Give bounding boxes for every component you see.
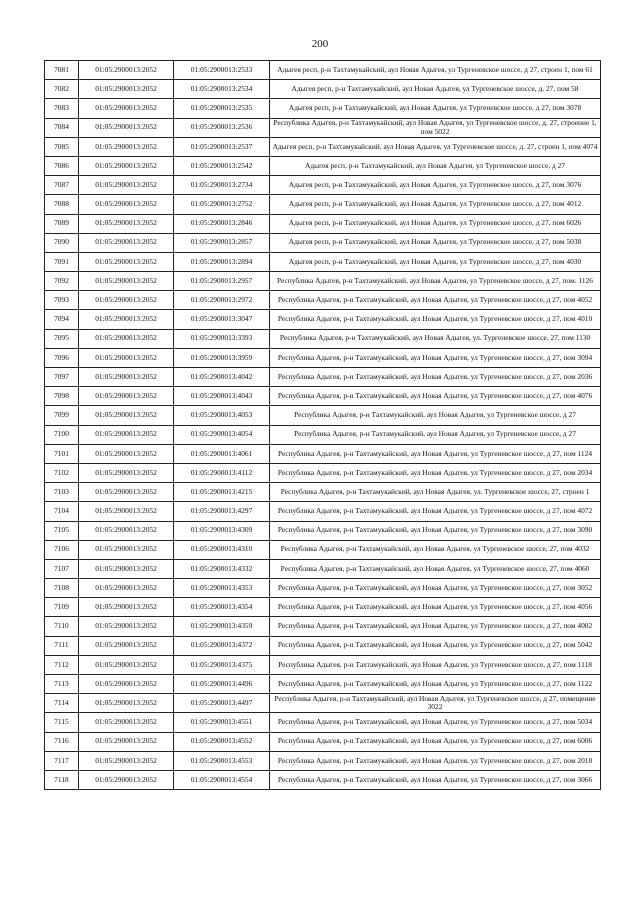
row-number-cell: 7099 bbox=[45, 406, 79, 425]
address-cell: Республика Адыгея, р-н Тахтамукайский, аул Новая Адыгея, ул Тургеневское шоссе, 27, пом 4060 bbox=[270, 559, 601, 578]
row-number-cell: 7098 bbox=[45, 387, 79, 406]
cadastral-number-cell: 01:05:2900013:2537 bbox=[174, 137, 270, 156]
row-number-cell: 7106 bbox=[45, 540, 79, 559]
parent-cadastral-number-cell: 01:05:2900013:2052 bbox=[79, 387, 174, 406]
parent-cadastral-number-cell: 01:05:2900013:2052 bbox=[79, 559, 174, 578]
address-cell: Республика Адыгея, р-н Тахтамукайский, аул Новая Адыгея, ул Тургеневское шоссе, д 27, пом 4052 bbox=[270, 291, 601, 310]
address-cell: Республика Адыгея, р-н Тахтамукайский, аул Новая Адыгея, ул Тургеневское шоссе, д 27, пом 2034 bbox=[270, 463, 601, 482]
table-row bbox=[45, 636, 601, 655]
table-row bbox=[45, 694, 601, 713]
cadastral-number-cell: 01:05:2900013:4554 bbox=[174, 770, 270, 789]
cadastral-number-cell: 01:05:2900013:4042 bbox=[174, 368, 270, 387]
row-number-cell: 7104 bbox=[45, 502, 79, 521]
cadastral-number-cell: 01:05:2900013:2542 bbox=[174, 156, 270, 175]
parent-cadastral-number-cell: 01:05:2900013:2052 bbox=[79, 310, 174, 329]
cadastral-number-cell: 01:05:2900013:2857 bbox=[174, 233, 270, 252]
row-number-cell: 7114 bbox=[45, 694, 79, 713]
cadastral-number-cell: 01:05:2900013:4553 bbox=[174, 751, 270, 770]
address-cell: Республика Адыгея, р-н Тахтамукайский, аул Новая Адыгея, ул Тургеневское шоссе, д 27, пом 3090 bbox=[270, 521, 601, 540]
row-number-cell: 7083 bbox=[45, 99, 79, 118]
cadastral-number-cell: 01:05:2900013:4061 bbox=[174, 444, 270, 463]
address-cell: Адыгея респ, р-н Тахтамукайский, аул Новая Адыгея, ул Тургеневское шоссе, д 27, пом 4030 bbox=[270, 252, 601, 271]
table-row bbox=[45, 310, 601, 329]
address-cell: Республика Адыгея, р-н Тахтамукайский, аул Новая Адыгея, ул Тургеневское шоссе, д 27, пом. 1126 bbox=[270, 272, 601, 291]
cadastral-number-cell: 01:05:2900013:3959 bbox=[174, 348, 270, 367]
table-row bbox=[45, 291, 601, 310]
table-row bbox=[45, 176, 601, 195]
table-row bbox=[45, 329, 601, 348]
parent-cadastral-number-cell: 01:05:2900013:2052 bbox=[79, 348, 174, 367]
cadastral-number-cell: 01:05:2900013:4043 bbox=[174, 387, 270, 406]
address-cell: Республика Адыгея, р-н Тахтамукайский, аул Новая Адыгея, ул Тургеневское шоссе, д 27 bbox=[270, 425, 601, 444]
address-cell: Республика Адыгея, р-н Тахтамукайский, аул Новая Адыгея, ул Тургеневское шоссе, д 27, пом 4010 bbox=[270, 310, 601, 329]
parent-cadastral-number-cell: 01:05:2900013:2052 bbox=[79, 252, 174, 271]
table-row bbox=[45, 617, 601, 636]
cadastral-number-cell: 01:05:2900013:4054 bbox=[174, 425, 270, 444]
table-row bbox=[45, 502, 601, 521]
table-row bbox=[45, 233, 601, 252]
address-cell: Адыгея респ, р-н Тахтамукайский, аул Новая Адыгея, ул Тургеневское шоссе, д. 27, строен 1, пом 4074 bbox=[270, 137, 601, 156]
row-number-cell: 7088 bbox=[45, 195, 79, 214]
parent-cadastral-number-cell: 01:05:2900013:2052 bbox=[79, 156, 174, 175]
table-row bbox=[45, 675, 601, 694]
parent-cadastral-number-cell: 01:05:2900013:2052 bbox=[79, 444, 174, 463]
parent-cadastral-number-cell: 01:05:2900013:2052 bbox=[79, 694, 174, 713]
parent-cadastral-number-cell: 01:05:2900013:2052 bbox=[79, 80, 174, 99]
address-cell: Республика Адыгея, р-н Тахтамукайский, аул Новая Адыгея, ул Тургеневское шоссе, д 27, пом 5034 bbox=[270, 713, 601, 732]
row-number-cell: 7100 bbox=[45, 425, 79, 444]
table-row bbox=[45, 195, 601, 214]
cadastral-number-cell: 01:05:2900013:4375 bbox=[174, 655, 270, 674]
registry-table bbox=[44, 60, 601, 790]
address-cell: Адыгея респ, р-н Тахтамукайский, аул Новая Адыгея, ул Тургеневское шоссе, д 27 bbox=[270, 156, 601, 175]
cadastral-number-cell: 01:05:2900013:4297 bbox=[174, 502, 270, 521]
table-row bbox=[45, 272, 601, 291]
address-cell: Республика Адыгея, р-н Тахтамукайский, аул Новая Адыгея, ул. Тургеневское шоссе, 27, пом 1130 bbox=[270, 329, 601, 348]
row-number-cell: 7091 bbox=[45, 252, 79, 271]
address-cell: Адыгея респ, р-н Тахтамукайский, аул Новая Адыгея, ул Тургеневское шоссе, д 27, пом 6026 bbox=[270, 214, 601, 233]
row-number-cell: 7092 bbox=[45, 272, 79, 291]
table-row bbox=[45, 483, 601, 502]
parent-cadastral-number-cell: 01:05:2900013:2052 bbox=[79, 329, 174, 348]
table-row bbox=[45, 348, 601, 367]
cadastral-number-cell: 01:05:2900013:2535 bbox=[174, 99, 270, 118]
row-number-cell: 7096 bbox=[45, 348, 79, 367]
row-number-cell: 7108 bbox=[45, 579, 79, 598]
row-number-cell: 7082 bbox=[45, 80, 79, 99]
cadastral-number-cell: 01:05:2900013:3047 bbox=[174, 310, 270, 329]
cadastral-number-cell: 01:05:2900013:4552 bbox=[174, 732, 270, 751]
parent-cadastral-number-cell: 01:05:2900013:2052 bbox=[79, 99, 174, 118]
parent-cadastral-number-cell: 01:05:2900013:2052 bbox=[79, 540, 174, 559]
cadastral-number-cell: 01:05:2900013:4332 bbox=[174, 559, 270, 578]
table-row bbox=[45, 732, 601, 751]
address-cell: Республика Адыгея, р-н Тахтамукайский, аул Новая Адыгея, ул Тургеневское шоссе, д 27, пом 1124 bbox=[270, 444, 601, 463]
row-number-cell: 7111 bbox=[45, 636, 79, 655]
cadastral-number-cell: 01:05:2900013:4053 bbox=[174, 406, 270, 425]
parent-cadastral-number-cell: 01:05:2900013:2052 bbox=[79, 579, 174, 598]
row-number-cell: 7094 bbox=[45, 310, 79, 329]
row-number-cell: 7090 bbox=[45, 233, 79, 252]
parent-cadastral-number-cell: 01:05:2900013:2052 bbox=[79, 61, 174, 80]
row-number-cell: 7110 bbox=[45, 617, 79, 636]
address-cell: Адыгея респ, р-н Тахтамукайский, аул Новая Адыгея, ул Тургеневское шоссе, д 27, пом 5038 bbox=[270, 233, 601, 252]
table-row bbox=[45, 463, 601, 482]
table-row bbox=[45, 540, 601, 559]
table-row bbox=[45, 137, 601, 156]
parent-cadastral-number-cell: 01:05:2900013:2052 bbox=[79, 751, 174, 770]
table-row bbox=[45, 80, 601, 99]
cadastral-number-cell: 01:05:2900013:2752 bbox=[174, 195, 270, 214]
cadastral-number-cell: 01:05:2900013:4372 bbox=[174, 636, 270, 655]
address-cell: Республика Адыгея, р-н Тахтамукайский, аул Новая Адыгея, ул Тургеневское шоссе, д 27, помещение 3022 bbox=[270, 694, 601, 713]
address-cell: Республика Адыгея, р-н Тахтамукайский, аул Новая Адыгея, ул Тургеневское шоссе, д 27, пом 2018 bbox=[270, 751, 601, 770]
cadastral-number-cell: 01:05:2900013:4354 bbox=[174, 598, 270, 617]
parent-cadastral-number-cell: 01:05:2900013:2052 bbox=[79, 770, 174, 789]
row-number-cell: 7089 bbox=[45, 214, 79, 233]
parent-cadastral-number-cell: 01:05:2900013:2052 bbox=[79, 214, 174, 233]
parent-cadastral-number-cell: 01:05:2900013:2052 bbox=[79, 195, 174, 214]
table-row bbox=[45, 444, 601, 463]
parent-cadastral-number-cell: 01:05:2900013:2052 bbox=[79, 636, 174, 655]
parent-cadastral-number-cell: 01:05:2900013:2052 bbox=[79, 598, 174, 617]
parent-cadastral-number-cell: 01:05:2900013:2052 bbox=[79, 617, 174, 636]
address-cell: Адыгея респ, р-н Тахтамукайский, аул Новая Адыгея, ул Тургеневское шоссе, д 27, пом 3078 bbox=[270, 99, 601, 118]
address-cell: Республика Адыгея, р-н Тахтамукайский, аул Новая Адыгея, ул Тургеневское шоссе, д 27, пом 3066 bbox=[270, 770, 601, 789]
cadastral-number-cell: 01:05:2900013:4359 bbox=[174, 617, 270, 636]
parent-cadastral-number-cell: 01:05:2900013:2052 bbox=[79, 502, 174, 521]
row-number-cell: 7116 bbox=[45, 732, 79, 751]
row-number-cell: 7118 bbox=[45, 770, 79, 789]
cadastral-number-cell: 01:05:2900013:3393 bbox=[174, 329, 270, 348]
cadastral-number-cell: 01:05:2900013:4496 bbox=[174, 675, 270, 694]
row-number-cell: 7093 bbox=[45, 291, 79, 310]
address-cell: Адыгея респ, р-н Тахтамукайский, аул Новая Адыгея, ул Тургеневское шоссе, д 27, пом 4012 bbox=[270, 195, 601, 214]
table-row bbox=[45, 61, 601, 80]
row-number-cell: 7113 bbox=[45, 675, 79, 694]
row-number-cell: 7107 bbox=[45, 559, 79, 578]
parent-cadastral-number-cell: 01:05:2900013:2052 bbox=[79, 406, 174, 425]
row-number-cell: 7117 bbox=[45, 751, 79, 770]
table-row bbox=[45, 118, 601, 137]
address-cell: Республика Адыгея, р-н Тахтамукайский, аул Новая Адыгея, ул Тургеневское шоссе, д 27 bbox=[270, 406, 601, 425]
address-cell: Республика Адыгея, р-н Тахтамукайский, аул Новая Адыгея, ул Тургеневское шоссе, д 27, пом 4002 bbox=[270, 617, 601, 636]
address-cell: Республика Адыгея, р-н Тахтамукайский, аул Новая Адыгея, ул. Тургеневское шоссе, 27, строен 1 bbox=[270, 483, 601, 502]
parent-cadastral-number-cell: 01:05:2900013:2052 bbox=[79, 368, 174, 387]
cadastral-number-cell: 01:05:2900013:4353 bbox=[174, 579, 270, 598]
cadastral-number-cell: 01:05:2900013:2957 bbox=[174, 272, 270, 291]
cadastral-number-cell: 01:05:2900013:2533 bbox=[174, 61, 270, 80]
address-cell: Адыгея респ, р-н Тахтамукайский, аул Новая Адыгея, ул Тургеневское шоссе, д 27, строен 1, пом 61 bbox=[270, 61, 601, 80]
address-cell: Адыгея респ, р-н Тахтамукайский, аул Новая Адыгея, ул Тургеневское шоссе, д 27, пом 3076 bbox=[270, 176, 601, 195]
row-number-cell: 7087 bbox=[45, 176, 79, 195]
cadastral-number-cell: 01:05:2900013:4551 bbox=[174, 713, 270, 732]
table-row bbox=[45, 99, 601, 118]
parent-cadastral-number-cell: 01:05:2900013:2052 bbox=[79, 483, 174, 502]
parent-cadastral-number-cell: 01:05:2900013:2052 bbox=[79, 463, 174, 482]
address-cell: Республика Адыгея, р-н Тахтамукайский, аул Новая Адыгея, ул Тургеневское шоссе, д 27, пом 4076 bbox=[270, 387, 601, 406]
cadastral-number-cell: 01:05:2900013:2972 bbox=[174, 291, 270, 310]
parent-cadastral-number-cell: 01:05:2900013:2052 bbox=[79, 425, 174, 444]
address-cell: Республика Адыгея, р-н Тахтамукайский, аул Новая Адыгея, ул Тургеневское шоссе, д 27, пом 6006 bbox=[270, 732, 601, 751]
table-row bbox=[45, 521, 601, 540]
parent-cadastral-number-cell: 01:05:2900013:2052 bbox=[79, 675, 174, 694]
page-number: 200 bbox=[311, 38, 329, 50]
row-number-cell: 7084 bbox=[45, 118, 79, 137]
table-row bbox=[45, 770, 601, 789]
parent-cadastral-number-cell: 01:05:2900013:2052 bbox=[79, 137, 174, 156]
table-row bbox=[45, 598, 601, 617]
table-row bbox=[45, 214, 601, 233]
table-row bbox=[45, 425, 601, 444]
table-row bbox=[45, 387, 601, 406]
table-row bbox=[45, 406, 601, 425]
cadastral-number-cell: 01:05:2900013:2734 bbox=[174, 176, 270, 195]
cadastral-number-cell: 01:05:2900013:4309 bbox=[174, 521, 270, 540]
parent-cadastral-number-cell: 01:05:2900013:2052 bbox=[79, 655, 174, 674]
registry-table-body bbox=[45, 61, 601, 790]
parent-cadastral-number-cell: 01:05:2900013:2052 bbox=[79, 732, 174, 751]
table-row bbox=[45, 655, 601, 674]
address-cell: Республика Адыгея, р-н Тахтамукайский, аул Новая Адыгея, ул Тургеневское шоссе, д 27, пом 4072 bbox=[270, 502, 601, 521]
parent-cadastral-number-cell: 01:05:2900013:2052 bbox=[79, 272, 174, 291]
address-cell: Республика Адыгея, р-н Тахтамукайский, аул Новая Адыгея, ул Тургеневское шоссе, д 27, пом 5042 bbox=[270, 636, 601, 655]
parent-cadastral-number-cell: 01:05:2900013:2052 bbox=[79, 521, 174, 540]
table-row bbox=[45, 368, 601, 387]
table-row bbox=[45, 579, 601, 598]
address-cell: Республика Адыгея, р-н Тахтамукайский, аул Новая Адыгея, ул Тургеневское шоссе, д 27, пом 4056 bbox=[270, 598, 601, 617]
row-number-cell: 7115 bbox=[45, 713, 79, 732]
address-cell: Республика Адыгея, р-н Тахтамукайский, аул Новая Адыгея, ул Тургеневское шоссе, д 27, пом 1122 bbox=[270, 675, 601, 694]
cadastral-number-cell: 01:05:2900013:2846 bbox=[174, 214, 270, 233]
address-cell: Республика Адыгея, р-н Тахтамукайский, аул Новая Адыгея, ул Тургеневское шоссе, д 27, пом 3052 bbox=[270, 579, 601, 598]
row-number-cell: 7101 bbox=[45, 444, 79, 463]
row-number-cell: 7103 bbox=[45, 483, 79, 502]
row-number-cell: 7095 bbox=[45, 329, 79, 348]
address-cell: Республика Адыгея, р-н Тахтамукайский, аул Новая Адыгея, ул Тургеневское шоссе, 27, пом 4032 bbox=[270, 540, 601, 559]
cadastral-number-cell: 01:05:2900013:4112 bbox=[174, 463, 270, 482]
address-cell: Республика Адыгея, р-н Тахтамукайский, аул Новая Адыгея, ул Тургеневское шоссе, д 27, пом 2036 bbox=[270, 368, 601, 387]
table-row bbox=[45, 252, 601, 271]
address-cell: Адыгея респ, р-н Тахтамукайский, аул Новая Адыгея, ул Тургеневское шоссе, д. 27, пом 58 bbox=[270, 80, 601, 99]
address-cell: Республика Адыгея, р-н Тахтамукайский, аул Новая Адыгея, ул Тургеневское шоссе, д 27, пом 3094 bbox=[270, 348, 601, 367]
table-row bbox=[45, 751, 601, 770]
parent-cadastral-number-cell: 01:05:2900013:2052 bbox=[79, 176, 174, 195]
cadastral-number-cell: 01:05:2900013:2894 bbox=[174, 252, 270, 271]
cadastral-number-cell: 01:05:2900013:2534 bbox=[174, 80, 270, 99]
table-row bbox=[45, 559, 601, 578]
table-row bbox=[45, 156, 601, 175]
parent-cadastral-number-cell: 01:05:2900013:2052 bbox=[79, 291, 174, 310]
row-number-cell: 7112 bbox=[45, 655, 79, 674]
table-row bbox=[45, 713, 601, 732]
parent-cadastral-number-cell: 01:05:2900013:2052 bbox=[79, 118, 174, 137]
cadastral-number-cell: 01:05:2900013:2536 bbox=[174, 118, 270, 137]
row-number-cell: 7097 bbox=[45, 368, 79, 387]
row-number-cell: 7086 bbox=[45, 156, 79, 175]
cadastral-number-cell: 01:05:2900013:4310 bbox=[174, 540, 270, 559]
address-cell: Республика Адыгея, р-н Тахтамукайский, аул Новая Адыгея, ул Тургеневское шоссе, д 27, пом 1118 bbox=[270, 655, 601, 674]
cadastral-number-cell: 01:05:2900013:4215 bbox=[174, 483, 270, 502]
row-number-cell: 7085 bbox=[45, 137, 79, 156]
row-number-cell: 7102 bbox=[45, 463, 79, 482]
row-number-cell: 7105 bbox=[45, 521, 79, 540]
row-number-cell: 7081 bbox=[45, 61, 79, 80]
address-cell: Республика Адыгея, р-н Тахтамукайский, аул Новая Адыгея, ул Тургеневское шоссе, д. 27, строение 1, пом 5022 bbox=[270, 118, 601, 137]
parent-cadastral-number-cell: 01:05:2900013:2052 bbox=[79, 713, 174, 732]
cadastral-number-cell: 01:05:2900013:4497 bbox=[174, 694, 270, 713]
row-number-cell: 7109 bbox=[45, 598, 79, 617]
parent-cadastral-number-cell: 01:05:2900013:2052 bbox=[79, 233, 174, 252]
